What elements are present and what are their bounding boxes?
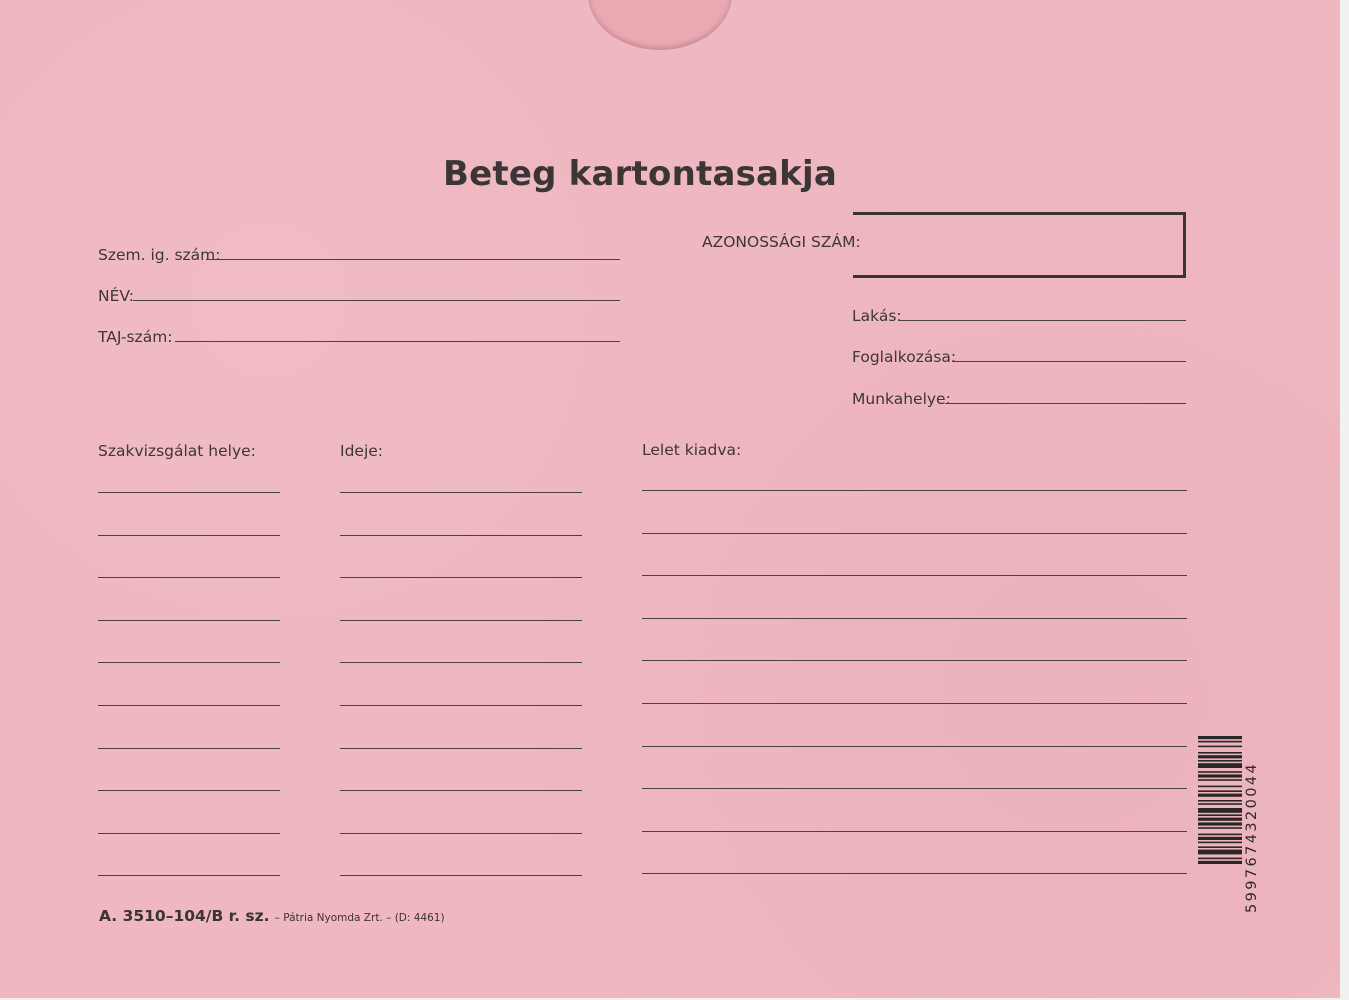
barcode-bar [1198,842,1242,844]
form-title: Beteg kartontasakja [443,154,837,194]
barcode-bar [1198,736,1242,739]
form-code: A. 3510–104/B r. sz. [99,907,270,925]
barcode-digits: 5997674320044 [1244,761,1260,913]
barcode-bar [1198,827,1242,829]
form-footer [99,906,445,925]
table-row-place-line[interactable] [98,662,280,663]
table-row-place-line[interactable] [98,620,280,621]
barcode-bar [1198,800,1242,802]
table-row-date-line[interactable] [340,705,582,706]
printer-info: – Pátria Nyomda Zrt. – (D: 4461) [274,912,445,924]
barcode-bar [1198,858,1242,860]
table-row-result-line[interactable] [642,575,1187,576]
thumb-notch [588,0,732,50]
barcode [1198,736,1242,912]
name-field[interactable] [133,300,620,301]
barcode-bar [1198,814,1242,816]
table-row-place-line[interactable] [98,705,280,706]
barcode-bar [1198,771,1242,773]
workplace-field[interactable] [945,403,1186,404]
occupation-label: Foglalkozása: [852,348,957,366]
table-row-date-line[interactable] [340,620,582,621]
barcode-bar [1198,746,1242,748]
identity-number-label: AZONOSSÁGI SZÁM: [702,233,861,251]
barcode-bar [1198,834,1242,836]
column-header-result: Lelet kiadva: [642,441,742,459]
name-label: NÉV: [98,287,134,305]
table-row-place-line[interactable] [98,535,280,536]
table-row-result-line[interactable] [642,490,1187,491]
barcode-bar [1198,779,1242,781]
barcode-bar [1198,818,1242,821]
table-row-place-line[interactable] [98,875,280,876]
table-row-result-line[interactable] [642,533,1187,534]
address-field[interactable] [899,320,1186,321]
table-row-result-line[interactable] [642,660,1187,661]
barcode-bar [1198,850,1242,855]
barcode-bar [1198,752,1242,754]
table-row-result-line[interactable] [642,831,1187,832]
table-row-place-line[interactable] [98,492,280,493]
table-row-place-line[interactable] [98,748,280,749]
id-number-label: Szem. ig. szám: [98,246,221,264]
barcode-bar [1198,790,1242,792]
barcode-bar [1198,808,1242,813]
barcode-bar [1198,786,1242,788]
taj-label: TAJ-szám: [98,328,173,346]
barcode-bar [1198,741,1242,743]
column-header-place: Szakvizsgálat helye: [98,442,256,460]
table-row-date-line[interactable] [340,535,582,536]
table-row-place-line[interactable] [98,790,280,791]
column-header-date: Ideje: [340,442,384,460]
taj-field[interactable] [175,341,620,342]
table-row-place-line[interactable] [98,833,280,834]
table-row-date-line[interactable] [340,875,582,876]
scan-edge [1340,0,1349,1000]
table-row-date-line[interactable] [340,662,582,663]
table-row-date-line[interactable] [340,790,582,791]
barcode-bar [1198,755,1242,758]
table-row-date-line[interactable] [340,492,582,493]
barcode-bar [1198,822,1242,825]
id-number-field[interactable] [206,259,620,260]
table-row-date-line[interactable] [340,748,582,749]
workplace-label: Munkahelye: [852,390,951,408]
table-row-result-line[interactable] [642,618,1187,619]
table-row-date-line[interactable] [340,833,582,834]
occupation-field[interactable] [952,361,1186,362]
barcode-bar [1198,803,1242,805]
table-row-result-line[interactable] [642,873,1187,874]
address-label: Lakás: [852,307,902,325]
barcode-bar [1198,861,1242,864]
table-row-date-line[interactable] [340,577,582,578]
barcode-bar [1198,763,1242,768]
table-row-result-line[interactable] [642,746,1187,747]
table-row-place-line[interactable] [98,577,280,578]
table-row-result-line[interactable] [642,703,1187,704]
table-row-result-line[interactable] [642,788,1187,789]
barcode-bar [1198,760,1242,762]
barcode-bar [1198,846,1242,848]
barcode-bar [1198,774,1242,777]
identity-number-box[interactable] [853,212,1186,278]
barcode-bar [1198,794,1242,797]
barcode-bar [1198,837,1242,840]
